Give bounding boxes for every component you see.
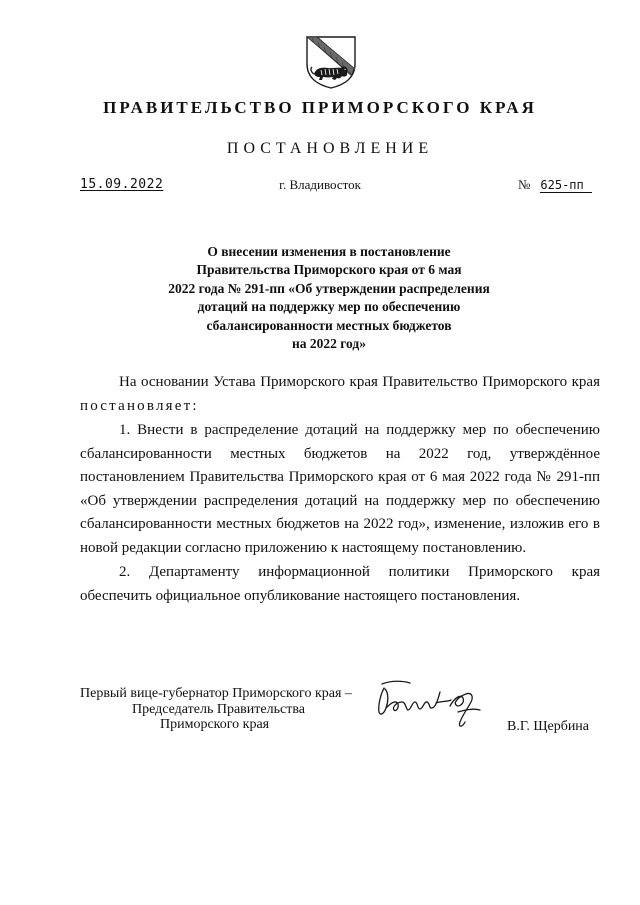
resolves-word: постановляет: xyxy=(80,397,199,414)
document-date: 15.09.2022 xyxy=(80,177,164,192)
subject-line: Правительства Приморского края от 6 мая xyxy=(196,262,462,278)
coat-of-arms-icon xyxy=(304,34,358,90)
signature-block xyxy=(0,686,640,756)
number-value: 625-пп xyxy=(540,178,592,193)
document-number xyxy=(518,177,592,193)
signer-name: В.Г. Щербина xyxy=(507,719,590,734)
document-subject xyxy=(0,243,640,353)
number-sign: № xyxy=(518,177,531,192)
subject-line: О внесении изменения в постановление xyxy=(207,244,451,259)
subject-line: 2022 года № 291-пп «Об утверждении распределения xyxy=(168,280,490,296)
document-body xyxy=(80,371,600,608)
item-1-paragraph: 1. Внести в распределение дотаций на поддержку мер по обеспечению сбалансированности местных бюджетов на 2022 год, утверждённое постановлением Правительства Приморского края от 6 мая 2022 года № 291-пп «Об утверждении распределения дотаций на поддержку мер по обеспечению сбалансированности местных бюджетов на 2022 год», изменение, изложив его в новой редакции согласно приложению к настоящему постановлению. xyxy=(80,422,600,556)
signer-position-line: Первый вице-губернатор Приморского края – xyxy=(80,686,352,701)
subject-line: на 2022 год» xyxy=(291,336,366,352)
document-city: г. Владивосток xyxy=(279,177,361,192)
subject-line: сбалансированности местных бюджетов xyxy=(206,317,452,333)
preamble-paragraph xyxy=(80,371,600,418)
subject-line: дотаций на поддержку мер по обеспечению xyxy=(197,299,461,315)
item-2-paragraph: 2. Департаменту информационной политики Приморского края обеспечить официальное опубликование настоящего постановления. xyxy=(80,564,600,604)
government-name: ПРАВИТЕЛЬСТВО ПРИМОРСКОГО КРАЯ xyxy=(103,98,537,117)
preamble-text: На основании Устава Приморского края Правительство Приморского края xyxy=(119,374,600,390)
handwritten-signature-icon xyxy=(370,672,495,738)
signer-position-line: Председатель Правительства xyxy=(132,701,305,717)
document-type: ПОСТАНОВЛЕНИЕ xyxy=(226,140,434,157)
signer-position-line: Приморского края xyxy=(160,717,270,732)
